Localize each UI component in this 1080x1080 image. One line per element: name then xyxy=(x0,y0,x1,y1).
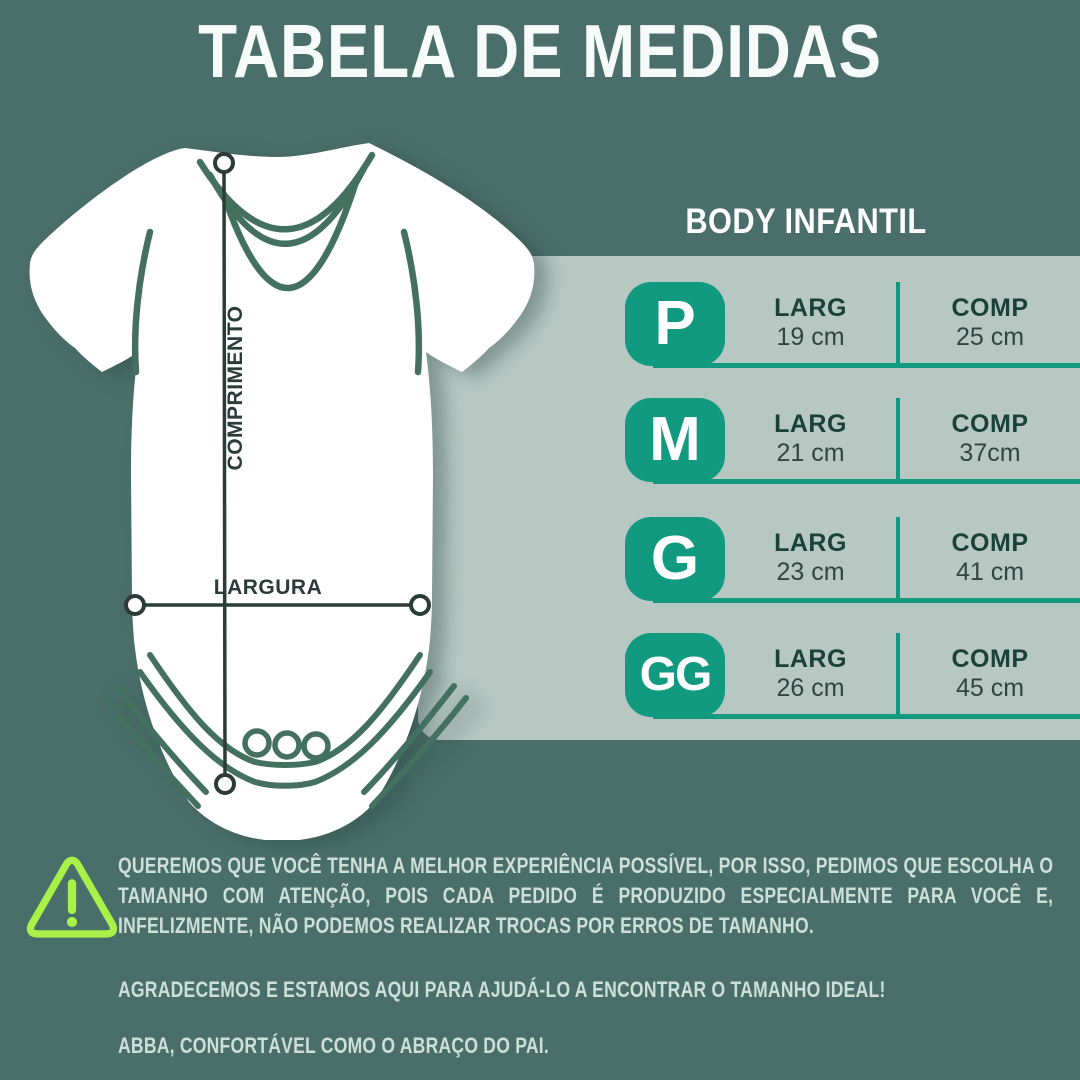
table-header: BODY INFANTIL xyxy=(685,202,927,241)
table-row xyxy=(625,517,1080,601)
size-table xyxy=(625,256,1080,740)
width-value: 19 cm xyxy=(776,323,845,352)
table-row xyxy=(625,398,1080,482)
length-cell xyxy=(896,398,1080,482)
width-label: LARGURA xyxy=(213,576,323,599)
table-row xyxy=(625,633,1080,717)
size-badge-m: M xyxy=(625,398,725,482)
size-warning-text: QUEREMOS QUE VOCÊ TENHA A MELHOR EXPERIÊNCIA POSSÍVEL, POR ISSO, PEDIMOS QUE ESCOLHA O TAMANHO COM ATENÇÃO, POIS CADA PEDIDO É PRODUZIDO ESPECIALMENTE PARA VOCÊ E, INFELIZMENTE, NÃO PODEMOS REALIZAR TROCAS POR ERROS DE TAMANHO. xyxy=(118,853,1054,938)
width-column-header: LARG xyxy=(774,293,847,322)
length-value: 41 cm xyxy=(955,558,1025,587)
table-row xyxy=(625,282,1080,366)
width-cell xyxy=(725,633,896,717)
size-badge-p: P xyxy=(625,282,725,366)
length-column-header: COMP xyxy=(951,644,1029,673)
width-cell xyxy=(725,398,896,482)
width-cell xyxy=(725,517,896,601)
length-column-header: COMP xyxy=(951,293,1029,322)
width-value: 23 cm xyxy=(776,558,845,587)
page-title: TABELA DE MEDIDAS xyxy=(198,9,882,93)
snap-buttons xyxy=(245,731,328,758)
width-value: 21 cm xyxy=(776,439,845,468)
brand-tagline: ABBA, CONFORTÁVEL COMO O ABRAÇO DO PAI. xyxy=(118,1033,549,1058)
warning-triangle-icon xyxy=(26,853,118,945)
length-value: 37cm xyxy=(959,439,1021,468)
size-badge-g: G xyxy=(625,517,725,601)
size-badge-gg: GG xyxy=(625,633,725,717)
length-column-header: COMP xyxy=(951,409,1029,438)
length-label: COMPRIMENTO xyxy=(224,305,247,471)
length-column-header: COMP xyxy=(951,528,1029,557)
length-value: 45 cm xyxy=(955,674,1025,703)
length-cell xyxy=(896,517,1080,601)
width-value: 26 cm xyxy=(776,674,845,703)
width-column-header: LARG xyxy=(774,528,847,557)
length-value: 25 cm xyxy=(955,323,1025,352)
length-cell xyxy=(896,633,1080,717)
width-cell xyxy=(725,282,896,366)
baby-bodysuit-illustration xyxy=(10,130,570,840)
help-text: AGRADECEMOS E ESTAMOS AQUI PARA AJUDÁ-LO A ENCONTRAR O TAMANHO IDEAL! xyxy=(118,977,886,1002)
length-cell xyxy=(896,282,1080,366)
width-column-header: LARG xyxy=(774,409,847,438)
width-column-header: LARG xyxy=(774,644,847,673)
